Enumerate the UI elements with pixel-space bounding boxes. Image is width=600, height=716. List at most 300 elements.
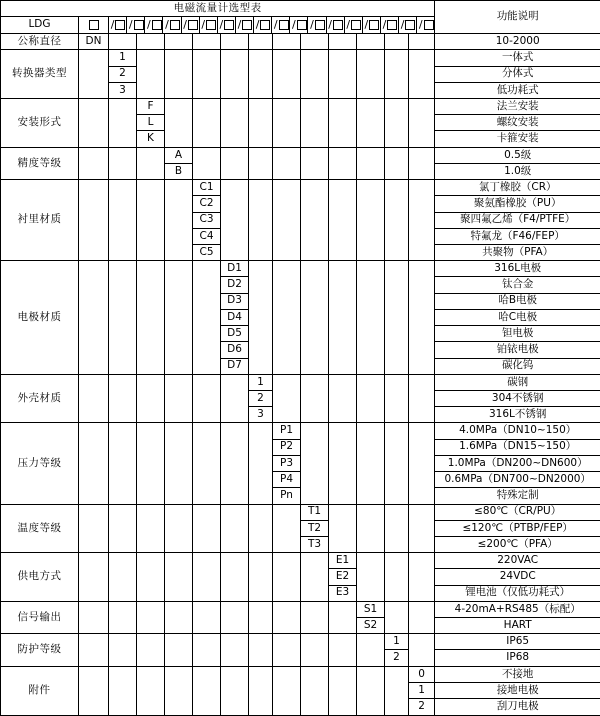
blank-cell bbox=[409, 374, 435, 423]
row-label-6: 外壳材质 bbox=[1, 374, 79, 423]
blank-cell bbox=[409, 601, 435, 633]
blank-cell bbox=[249, 666, 273, 715]
description-cell: 304不锈钢 bbox=[435, 390, 600, 406]
table-row bbox=[1, 99, 600, 115]
model-box-segment bbox=[363, 17, 381, 33]
row-label-1: 转换器类型 bbox=[1, 50, 79, 99]
blank-cell bbox=[385, 423, 409, 504]
blank-cell bbox=[329, 180, 357, 261]
slash-glyph: / bbox=[219, 18, 224, 32]
model-box-segment bbox=[308, 17, 326, 33]
blank-cell bbox=[249, 261, 273, 375]
blank-cell bbox=[137, 261, 165, 375]
code-cell[interactable]: C1 bbox=[193, 180, 221, 196]
blank-cell bbox=[273, 147, 301, 179]
box-glyph bbox=[170, 20, 180, 30]
description-cell: 哈B电极 bbox=[435, 293, 600, 309]
model-box-segment bbox=[345, 17, 363, 33]
box-glyph bbox=[405, 20, 415, 30]
blank-cell bbox=[385, 374, 409, 423]
description-cell: 特氟龙（F46/FEP） bbox=[435, 228, 600, 244]
blank-cell bbox=[273, 553, 301, 602]
blank-cell bbox=[385, 504, 409, 553]
description-cell: 0.6MPa（DN700~DN2000） bbox=[435, 472, 600, 488]
blank-cell bbox=[301, 553, 329, 602]
blank-cell bbox=[385, 553, 409, 602]
code-cell[interactable]: A bbox=[165, 147, 193, 163]
box-glyph bbox=[206, 20, 216, 30]
blank-cell bbox=[301, 99, 329, 148]
blank-cell bbox=[357, 99, 385, 148]
blank-cell bbox=[273, 601, 301, 633]
model-box-segment bbox=[218, 17, 236, 33]
description-cell: 一体式 bbox=[435, 50, 600, 66]
table-row bbox=[1, 261, 600, 277]
description-cell: 铂铱电极 bbox=[435, 342, 600, 358]
description-cell: 316L不锈钢 bbox=[435, 407, 600, 423]
blank-cell bbox=[329, 423, 357, 504]
blank-cell bbox=[329, 374, 357, 423]
code-cell[interactable]: D6 bbox=[221, 342, 249, 358]
slash-glyph: / bbox=[255, 18, 260, 32]
code-cell[interactable]: 0 bbox=[409, 666, 435, 682]
description-cell: 锂电池（仅低功耗式） bbox=[435, 585, 600, 601]
code-cell[interactable]: D1 bbox=[221, 261, 249, 277]
blank-cell bbox=[165, 99, 193, 148]
code-cell[interactable]: E3 bbox=[329, 585, 357, 601]
blank-cell bbox=[385, 147, 409, 179]
blank-cell bbox=[137, 634, 165, 666]
blank-cell bbox=[357, 553, 385, 602]
description-cell: 220VAC bbox=[435, 553, 600, 569]
box-glyph bbox=[279, 20, 289, 30]
row-label-8: 温度等级 bbox=[1, 504, 79, 553]
description-cell: 法兰安装 bbox=[435, 99, 600, 115]
blank-cell bbox=[79, 147, 109, 179]
description-cell: 特殊定制 bbox=[435, 488, 600, 504]
model-box-segment bbox=[200, 17, 218, 33]
blank-cell bbox=[409, 34, 435, 50]
code-cell[interactable]: K bbox=[137, 131, 165, 147]
code-cell[interactable]: P2 bbox=[273, 439, 301, 455]
blank-cell bbox=[329, 147, 357, 179]
blank-cell bbox=[79, 374, 109, 423]
slash-glyph: / bbox=[273, 18, 278, 32]
blank-cell bbox=[165, 423, 193, 504]
blank-cell bbox=[357, 504, 385, 553]
table-row bbox=[1, 180, 600, 196]
blank-cell bbox=[273, 180, 301, 261]
blank-cell bbox=[79, 666, 109, 715]
box-glyph bbox=[424, 20, 434, 30]
blank-cell bbox=[301, 601, 329, 633]
blank-cell bbox=[357, 634, 385, 666]
code-cell[interactable]: T3 bbox=[301, 536, 329, 552]
blank-cell bbox=[385, 180, 409, 261]
code-cell[interactable]: Pn bbox=[273, 488, 301, 504]
code-cell[interactable]: 2 bbox=[385, 650, 409, 666]
code-cell[interactable]: 3 bbox=[109, 82, 137, 98]
blank-cell bbox=[221, 634, 249, 666]
description-cell: 钽电极 bbox=[435, 326, 600, 342]
blank-cell bbox=[409, 261, 435, 375]
blank-cell bbox=[249, 147, 273, 179]
description-cell: 4-20mA+RS485（标配） bbox=[435, 601, 600, 617]
code-cell[interactable]: 1 bbox=[109, 50, 137, 66]
slash-glyph: / bbox=[346, 18, 351, 32]
code-cell[interactable]: 1 bbox=[249, 374, 273, 390]
blank-cell bbox=[79, 504, 109, 553]
blank-cell bbox=[165, 634, 193, 666]
blank-cell bbox=[165, 601, 193, 633]
blank-cell bbox=[193, 147, 221, 179]
table-row bbox=[1, 634, 600, 650]
table-row bbox=[1, 34, 600, 50]
blank-cell bbox=[329, 601, 357, 633]
blank-cell bbox=[109, 261, 137, 375]
row-label-3: 精度等级 bbox=[1, 147, 79, 179]
blank-cell bbox=[193, 423, 221, 504]
code-cell[interactable]: 2 bbox=[409, 699, 435, 716]
blank-cell bbox=[193, 34, 221, 50]
blank-cell bbox=[301, 666, 329, 715]
box-glyph bbox=[242, 20, 252, 30]
model-prefix: LDG bbox=[1, 17, 79, 34]
code-cell[interactable]: E2 bbox=[329, 569, 357, 585]
row-label-9: 供电方式 bbox=[1, 553, 79, 602]
blank-cell bbox=[109, 180, 137, 261]
code-cell[interactable]: C4 bbox=[193, 228, 221, 244]
description-cell: ≤200℃（PFA） bbox=[435, 536, 600, 552]
blank-cell bbox=[221, 50, 249, 99]
code-cell[interactable]: P1 bbox=[273, 423, 301, 439]
blank-cell bbox=[301, 374, 329, 423]
blank-cell bbox=[385, 34, 409, 50]
blank-cell bbox=[137, 423, 165, 504]
blank-cell bbox=[249, 50, 273, 99]
blank-cell bbox=[329, 666, 357, 715]
code-cell[interactable]: P3 bbox=[273, 455, 301, 471]
blank-cell bbox=[409, 634, 435, 666]
model-box-segment bbox=[327, 17, 345, 33]
blank-cell bbox=[329, 634, 357, 666]
code-cell[interactable]: D4 bbox=[221, 309, 249, 325]
blank-cell bbox=[221, 99, 249, 148]
description-cell: 聚四氟乙烯（F4/PTFE） bbox=[435, 212, 600, 228]
code-cell[interactable]: S2 bbox=[357, 618, 385, 634]
blank-cell bbox=[357, 666, 385, 715]
blank-cell bbox=[249, 99, 273, 148]
code-cell[interactable]: 3 bbox=[249, 407, 273, 423]
blank-cell bbox=[249, 634, 273, 666]
code-cell[interactable]: C3 bbox=[193, 212, 221, 228]
blank-cell bbox=[193, 504, 221, 553]
model-box-segment bbox=[127, 17, 145, 33]
table-row bbox=[1, 50, 600, 66]
description-cell: 接地电极 bbox=[435, 682, 600, 698]
description-cell: 1.0MPa（DN200~DN600） bbox=[435, 455, 600, 471]
blank-cell bbox=[193, 99, 221, 148]
blank-cell bbox=[165, 261, 193, 375]
box-glyph bbox=[188, 20, 198, 30]
code-cell[interactable]: DN bbox=[79, 34, 109, 50]
blank-cell bbox=[165, 504, 193, 553]
blank-cell bbox=[249, 180, 273, 261]
code-cell[interactable]: L bbox=[137, 115, 165, 131]
blank-cell bbox=[301, 147, 329, 179]
blank-cell bbox=[221, 601, 249, 633]
blank-cell bbox=[385, 50, 409, 99]
blank-cell bbox=[385, 99, 409, 148]
blank-cell bbox=[109, 601, 137, 633]
slash-glyph: / bbox=[146, 18, 151, 32]
description-cell: 共聚物（PFA） bbox=[435, 245, 600, 261]
box-glyph bbox=[152, 20, 162, 30]
table-row bbox=[1, 423, 600, 439]
row-label-10: 信号输出 bbox=[1, 601, 79, 633]
box-glyph bbox=[224, 20, 234, 30]
model-box-segment bbox=[236, 17, 254, 33]
box-glyph bbox=[369, 20, 379, 30]
table-title: 电磁流量计选型表 bbox=[1, 1, 435, 17]
blank-cell bbox=[79, 50, 109, 99]
blank-cell bbox=[301, 261, 329, 375]
blank-cell bbox=[221, 374, 249, 423]
box-glyph bbox=[115, 20, 125, 30]
description-cell: 1.6MPa（DN15~150） bbox=[435, 439, 600, 455]
blank-cell bbox=[409, 504, 435, 553]
blank-cell bbox=[221, 423, 249, 504]
blank-cell bbox=[193, 601, 221, 633]
blank-cell bbox=[273, 504, 301, 553]
blank-cell bbox=[357, 34, 385, 50]
blank-cell bbox=[193, 50, 221, 99]
table-row bbox=[1, 374, 600, 390]
blank-cell bbox=[357, 147, 385, 179]
blank-cell bbox=[273, 99, 301, 148]
blank-cell bbox=[109, 423, 137, 504]
table-row bbox=[1, 601, 600, 617]
blank-cell bbox=[221, 180, 249, 261]
blank-cell bbox=[357, 423, 385, 504]
blank-cell bbox=[221, 666, 249, 715]
blank-cell bbox=[301, 634, 329, 666]
code-cell[interactable]: T1 bbox=[301, 504, 329, 520]
header-title-row bbox=[1, 1, 600, 17]
slash-glyph: / bbox=[382, 18, 387, 32]
blank-cell bbox=[193, 374, 221, 423]
blank-cell bbox=[385, 261, 409, 375]
blank-cell bbox=[301, 180, 329, 261]
description-cell: 钛合金 bbox=[435, 277, 600, 293]
blank-cell bbox=[137, 666, 165, 715]
code-cell[interactable]: T2 bbox=[301, 520, 329, 536]
slash-glyph: / bbox=[237, 18, 242, 32]
code-cell[interactable]: P4 bbox=[273, 472, 301, 488]
table-row bbox=[1, 666, 600, 682]
box-glyph bbox=[89, 20, 99, 30]
row-label-5: 电极材质 bbox=[1, 261, 79, 375]
row-label-12: 附件 bbox=[1, 666, 79, 715]
slash-glyph: / bbox=[400, 18, 405, 32]
blank-cell bbox=[109, 634, 137, 666]
blank-cell bbox=[165, 180, 193, 261]
blank-cell bbox=[409, 50, 435, 99]
model-box-segment bbox=[272, 17, 290, 33]
blank-cell bbox=[109, 504, 137, 553]
blank-cell bbox=[193, 634, 221, 666]
slash-glyph: / bbox=[183, 18, 187, 32]
description-cell: 0.5级 bbox=[435, 147, 600, 163]
blank-cell bbox=[221, 147, 249, 179]
blank-cell bbox=[357, 50, 385, 99]
blank-cell bbox=[137, 147, 165, 179]
blank-cell bbox=[137, 504, 165, 553]
code-cell[interactable]: D2 bbox=[221, 277, 249, 293]
blank-cell bbox=[165, 553, 193, 602]
blank-cell bbox=[109, 147, 137, 179]
blank-cell bbox=[329, 50, 357, 99]
description-cell: 不接地 bbox=[435, 666, 600, 682]
box-glyph bbox=[134, 20, 144, 30]
blank-cell bbox=[273, 34, 301, 50]
blank-cell bbox=[357, 180, 385, 261]
blank-cell bbox=[79, 634, 109, 666]
blank-cell bbox=[193, 666, 221, 715]
code-cell[interactable]: 2 bbox=[249, 390, 273, 406]
slash-glyph: / bbox=[110, 18, 115, 32]
description-cell: 1.0级 bbox=[435, 163, 600, 179]
description-cell: 聚氨酯橡胶（PU） bbox=[435, 196, 600, 212]
slash-glyph: / bbox=[128, 18, 133, 32]
code-cell[interactable]: S1 bbox=[357, 601, 385, 617]
slash-glyph: / bbox=[328, 18, 332, 32]
blank-cell bbox=[409, 180, 435, 261]
blank-cell bbox=[79, 261, 109, 375]
blank-cell bbox=[109, 374, 137, 423]
blank-cell bbox=[165, 666, 193, 715]
blank-cell bbox=[193, 553, 221, 602]
box-glyph bbox=[351, 20, 361, 30]
blank-cell bbox=[329, 261, 357, 375]
description-cell: 刮刀电极 bbox=[435, 699, 600, 716]
blank-cell bbox=[301, 423, 329, 504]
blank-cell bbox=[273, 634, 301, 666]
slash-glyph: / bbox=[310, 18, 314, 32]
slash-glyph: / bbox=[201, 18, 206, 32]
description-cell: 氯丁橡胶（CR） bbox=[435, 180, 600, 196]
description-cell: IP68 bbox=[435, 650, 600, 666]
code-cell[interactable]: D3 bbox=[221, 293, 249, 309]
blank-cell bbox=[109, 99, 137, 148]
blank-cell bbox=[409, 553, 435, 602]
blank-cell bbox=[249, 423, 273, 504]
blank-cell bbox=[137, 553, 165, 602]
blank-cell bbox=[329, 99, 357, 148]
model-box-segment bbox=[399, 17, 417, 33]
description-cell: 24VDC bbox=[435, 569, 600, 585]
code-cell[interactable]: E1 bbox=[329, 553, 357, 569]
blank-cell bbox=[301, 34, 329, 50]
blank-cell bbox=[329, 34, 357, 50]
slash-glyph: / bbox=[364, 18, 369, 32]
description-cell: 卡箍安装 bbox=[435, 131, 600, 147]
box-glyph bbox=[333, 20, 343, 30]
box-glyph bbox=[297, 20, 307, 30]
blank-cell bbox=[249, 601, 273, 633]
code-cell[interactable]: B bbox=[165, 163, 193, 179]
table-row bbox=[1, 504, 600, 520]
slash-glyph: / bbox=[291, 18, 296, 32]
code-cell[interactable]: 1 bbox=[385, 634, 409, 650]
row-label-4: 衬里材质 bbox=[1, 180, 79, 261]
description-cell: 低功耗式 bbox=[435, 82, 600, 98]
blank-cell bbox=[249, 504, 273, 553]
description-cell: 10-2000 bbox=[435, 34, 600, 50]
code-cell[interactable]: D5 bbox=[221, 326, 249, 342]
description-cell: 4.0MPa（DN10~150） bbox=[435, 423, 600, 439]
blank-cell bbox=[385, 666, 409, 715]
blank-cell bbox=[79, 553, 109, 602]
blank-cell bbox=[165, 374, 193, 423]
code-cell[interactable]: 2 bbox=[109, 66, 137, 82]
model-box-0 bbox=[79, 17, 109, 34]
model-box-segment bbox=[109, 17, 127, 33]
code-cell[interactable]: 1 bbox=[409, 682, 435, 698]
blank-cell bbox=[137, 50, 165, 99]
row-label-11: 防护等级 bbox=[1, 634, 79, 666]
blank-cell bbox=[137, 34, 165, 50]
box-glyph bbox=[260, 20, 270, 30]
blank-cell bbox=[165, 34, 193, 50]
description-cell: 316L电极 bbox=[435, 261, 600, 277]
function-description-header: 功能说明 bbox=[435, 1, 600, 34]
blank-cell bbox=[409, 99, 435, 148]
blank-cell bbox=[357, 374, 385, 423]
blank-cell bbox=[79, 180, 109, 261]
blank-cell bbox=[273, 666, 301, 715]
model-box-segment bbox=[163, 17, 181, 33]
row-label-7: 压力等级 bbox=[1, 423, 79, 504]
description-cell: 碳钢 bbox=[435, 374, 600, 390]
blank-cell bbox=[109, 666, 137, 715]
code-cell[interactable]: C5 bbox=[193, 245, 221, 261]
description-cell: HART bbox=[435, 618, 600, 634]
blank-cell bbox=[109, 34, 137, 50]
blank-cell bbox=[79, 99, 109, 148]
blank-cell bbox=[79, 601, 109, 633]
model-box-segment bbox=[182, 17, 200, 33]
blank-cell bbox=[137, 601, 165, 633]
code-cell[interactable]: F bbox=[137, 99, 165, 115]
model-box-segment bbox=[417, 17, 434, 33]
blank-cell bbox=[301, 50, 329, 99]
blank-cell bbox=[409, 423, 435, 504]
blank-cell bbox=[221, 553, 249, 602]
slash-glyph: / bbox=[418, 18, 423, 32]
model-box-segment bbox=[254, 17, 272, 33]
blank-cell bbox=[409, 147, 435, 179]
code-cell[interactable]: C2 bbox=[193, 196, 221, 212]
blank-cell bbox=[109, 553, 137, 602]
table-row bbox=[1, 147, 600, 163]
blank-cell bbox=[79, 423, 109, 504]
description-cell: ≤80℃（CR/PU） bbox=[435, 504, 600, 520]
box-glyph bbox=[315, 20, 325, 30]
description-cell: 螺纹安装 bbox=[435, 115, 600, 131]
blank-cell bbox=[249, 553, 273, 602]
code-cell[interactable]: D7 bbox=[221, 358, 249, 374]
